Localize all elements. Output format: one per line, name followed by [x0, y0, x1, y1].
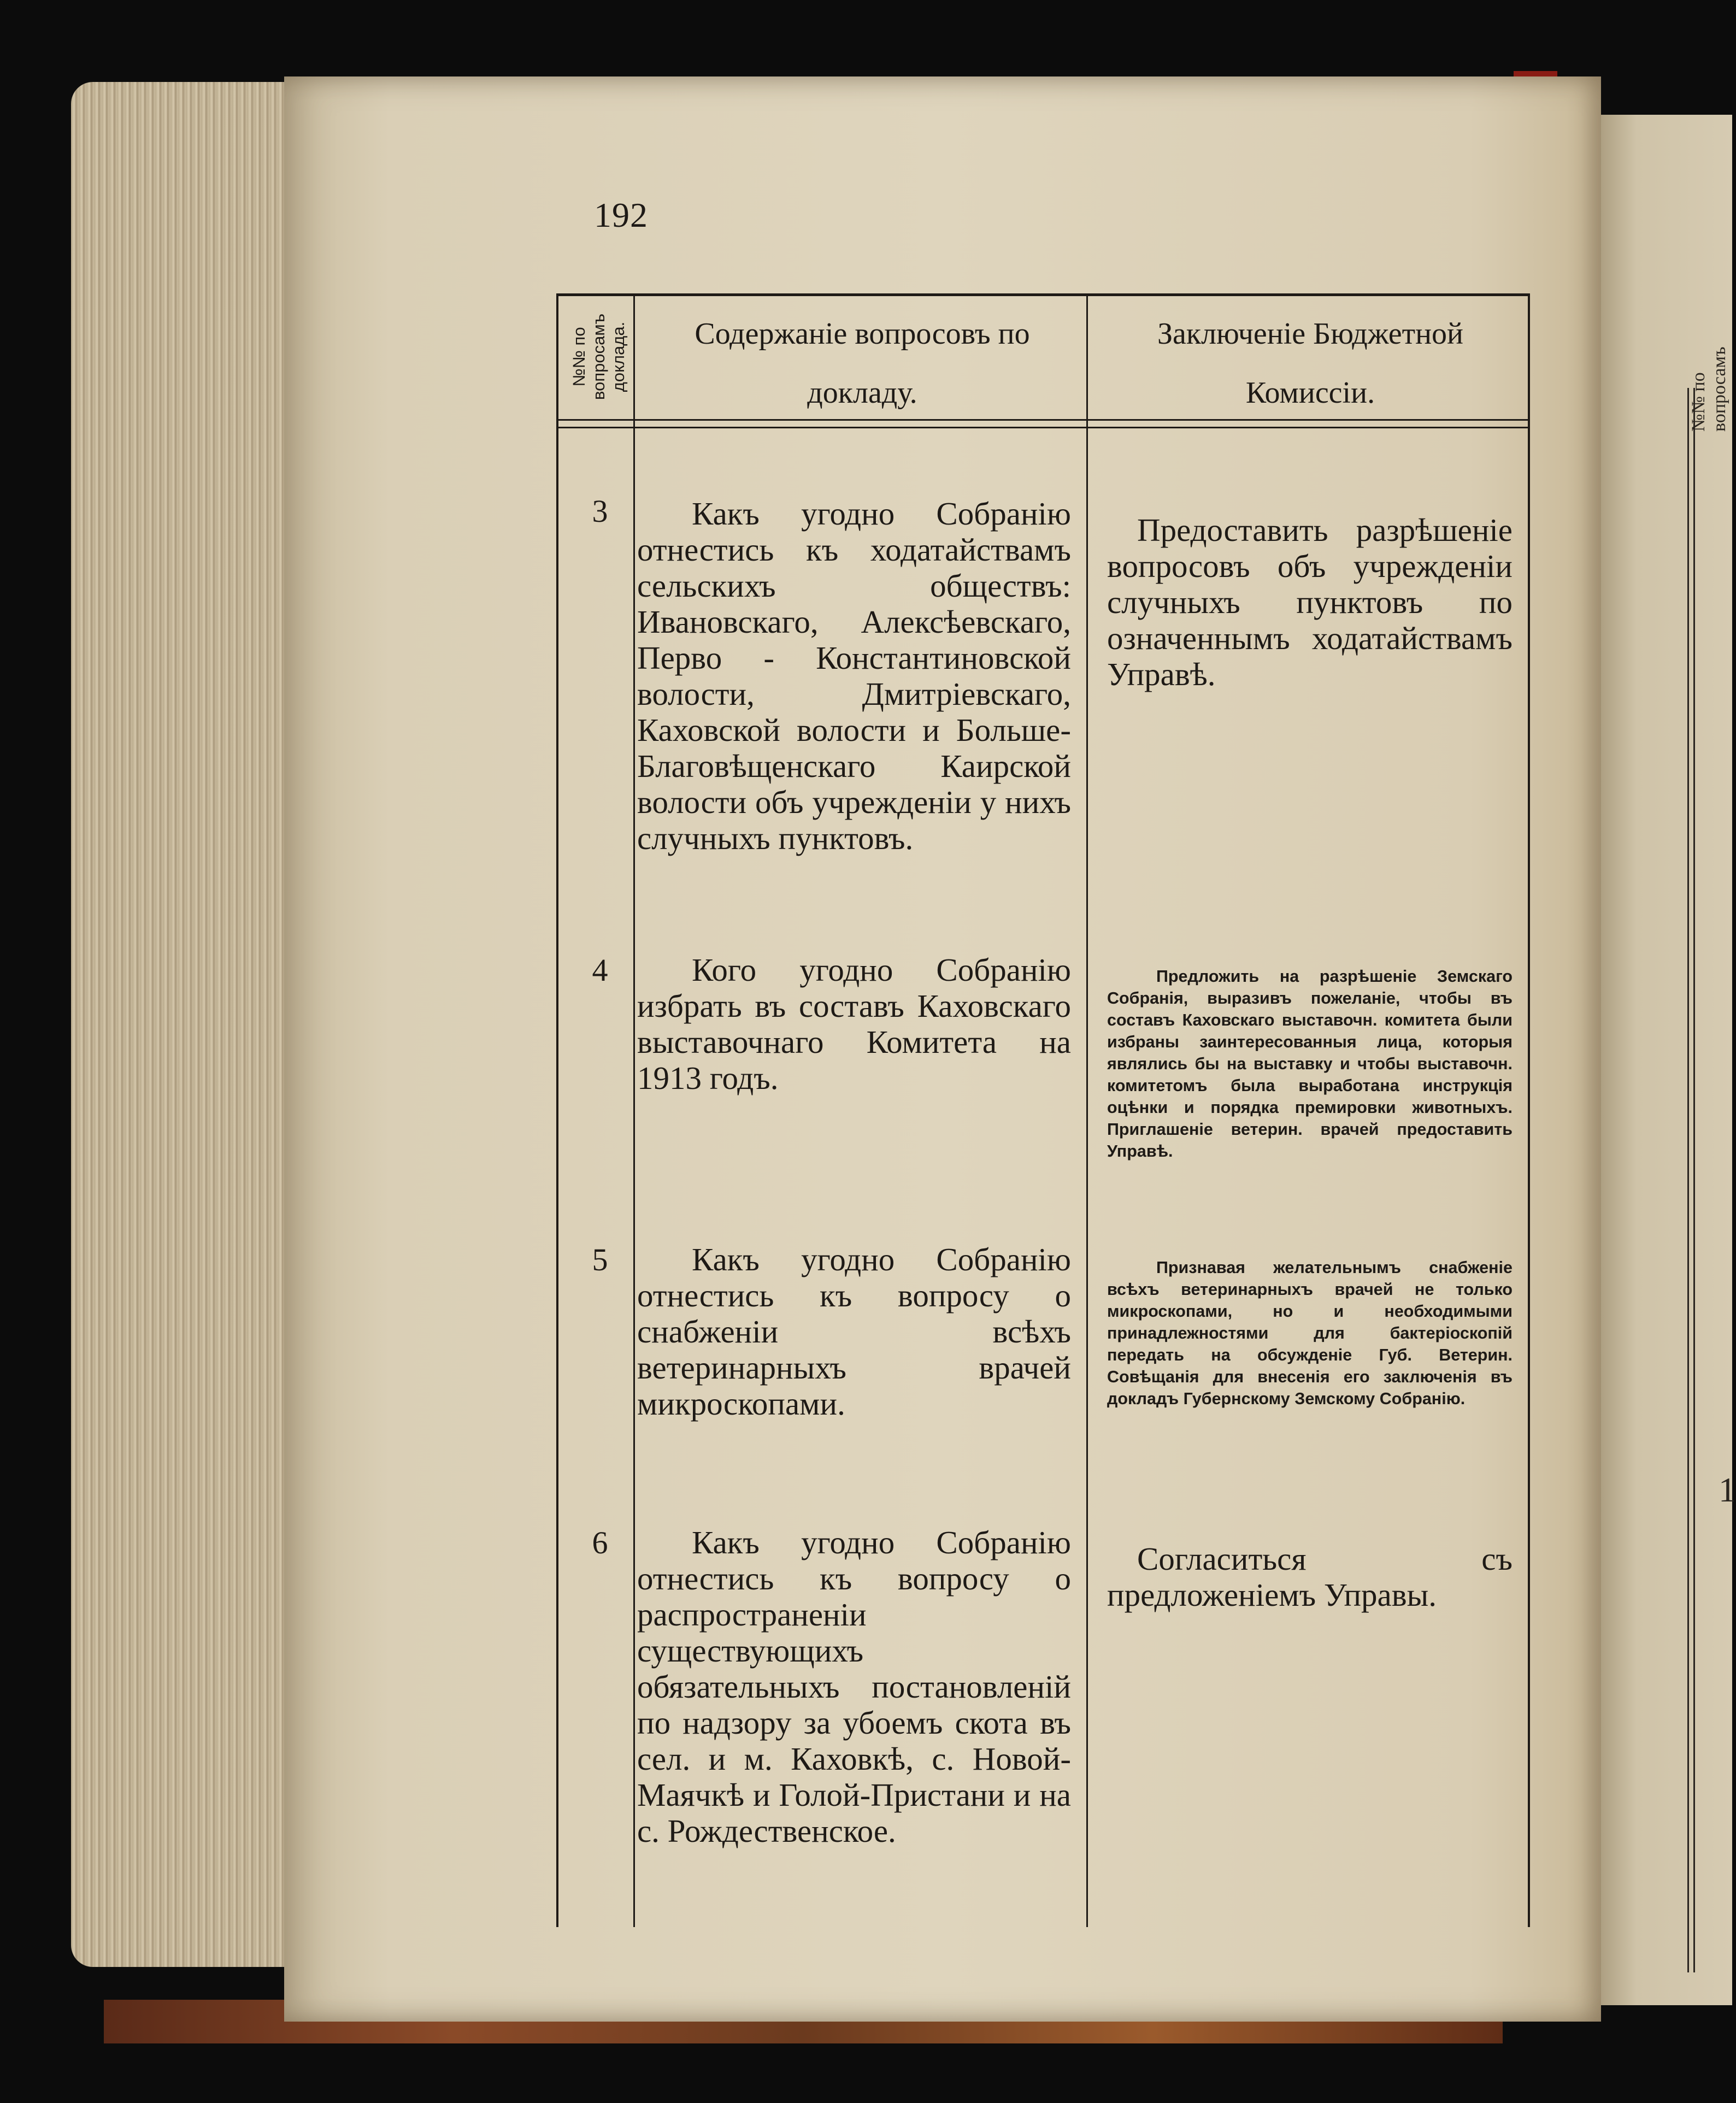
table-left-border: [556, 293, 558, 1927]
header-rule-2: [556, 427, 1530, 428]
row-question: Кого угодно Собранію избрать въ составъ Каховскаго выставочнаго Комитета на 1913 годъ.: [637, 952, 1071, 1096]
row-number: 4: [592, 952, 608, 988]
table-right-border: [1528, 293, 1530, 1927]
row-conclusion: Предложить на разрѣшеніе Земскаго Собранія, выразивъ пожеланіе, чтобы въ составъ Каховскаго выставочн. комитета были избраны заинтересованныя лица, которыя являлись бы на выставку и чтобы выставочн. комитетомъ была выработана инструкція оцѣнки и порядка премировки животныхъ. Приглашеніе ветерин. врачей предоставить Управѣ.: [1107, 967, 1513, 1161]
table-top-rule: [556, 293, 1530, 296]
page-edges: [71, 82, 301, 1967]
row-question: Какъ угодно Собранію отнестись къ вопросу о распространеніи существующихъ обязательныхъ постановленій по надзору за убоемъ скота въ сел. и м. Каховкѣ, с. Новой-Маячкѣ и Голой-Пристани и на с. Рождественское.: [637, 1524, 1071, 1849]
row-conclusion: Согласиться съ предложеніемъ Управы.: [1107, 1541, 1513, 1613]
row-question: Какъ угодно Собранію отнестись къ вопросу о снабженіи всѣхъ ветеринарныхъ врачей микроскопами.: [637, 1241, 1071, 1422]
row-question: Какъ угодно Собранію отнестись къ ходатайствамъ сельскихъ обществъ: Ивановскаго, Алексѣевскаго, Перво - Константиновской волости, Дмитріевскаго, Каховской волости и Больше-Благовѣщенскаго Каирской волости объ учрежденіи у нихъ случныхъ пунктовъ.: [637, 496, 1071, 856]
facing-page-number: 1: [1719, 1470, 1736, 1509]
row-conclusion: Предоставить разрѣшеніе вопросовъ объ учрежденіи случныхъ пунктовъ по означеннымъ ходатайствамъ Управѣ.: [1107, 512, 1513, 692]
column-divider-2: [1086, 293, 1088, 1927]
header-conclusion-col: Заключеніе Бюджетной Комиссіи.: [1157, 317, 1464, 410]
row-conclusion: Признавая желательнымъ снабженіе всѣхъ ветеринарныхъ врачей не только микроскопами, но и необходимыми принадлежностями для бактеріоскопій передать на обсужденіе Губ. Ветерин. Совѣщанія для внесенія его заключенія въ докладъ Губернскому Земскому Собранію.: [1107, 1258, 1513, 1408]
column-divider-1: [633, 293, 635, 1927]
row-number: 5: [592, 1242, 608, 1277]
row-number: 6: [592, 1525, 608, 1560]
page-number: 192: [594, 196, 648, 234]
header-number-col: №№ по вопросамъ доклада.: [569, 313, 628, 400]
facing-page-header: №№ по вопросамъ: [1688, 346, 1729, 432]
header-question-col: Содержаніе вопросовъ по докладу.: [695, 317, 1030, 410]
facing-page: [1596, 115, 1736, 2005]
report-table: [556, 293, 1530, 1927]
row-number: 3: [592, 493, 608, 529]
facing-page-table-border: [1687, 388, 1695, 1972]
